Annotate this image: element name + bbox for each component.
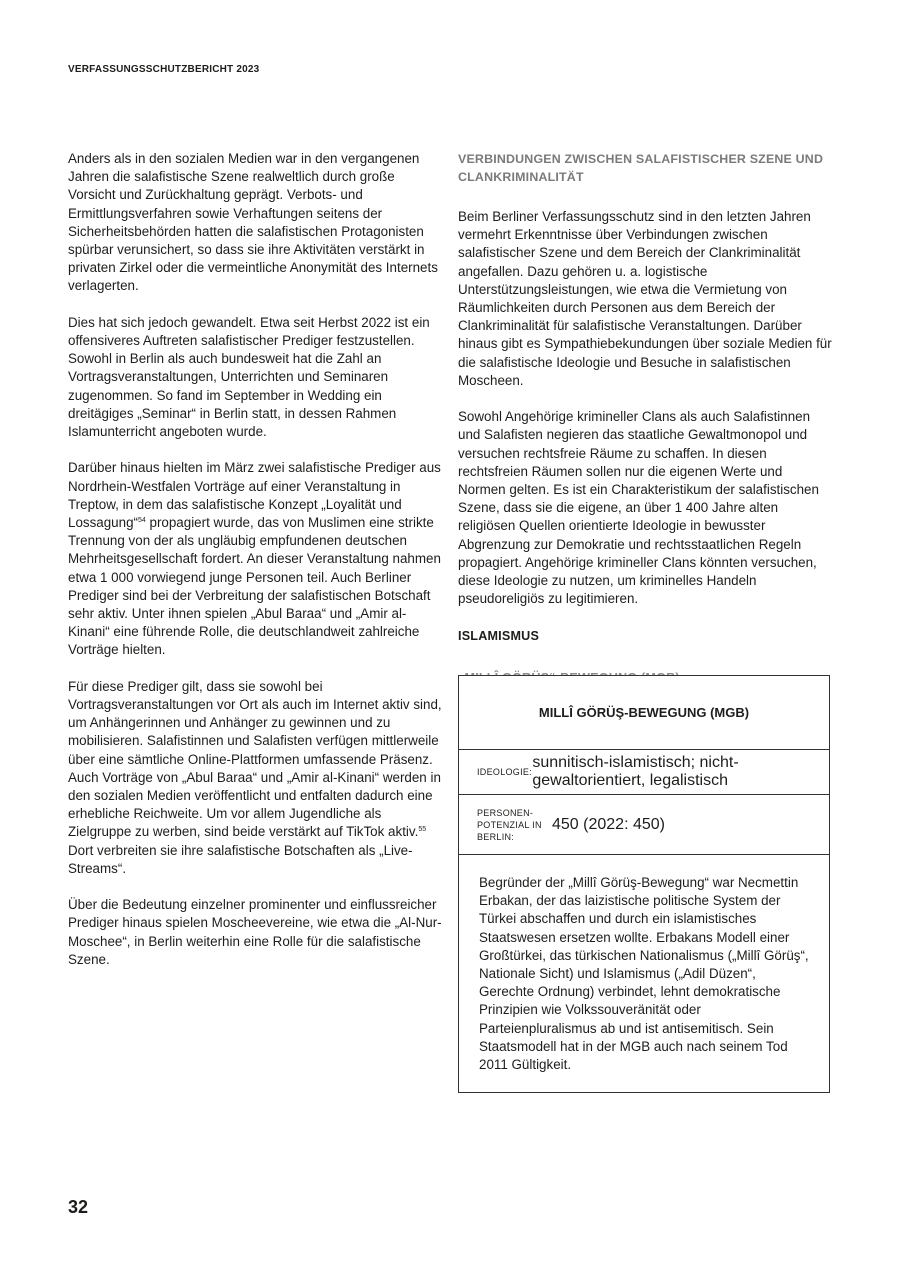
left-column <box>68 150 446 969</box>
chapter-heading: ISLAMISMUS <box>458 628 540 643</box>
ideology-row <box>459 750 829 795</box>
info-box <box>458 675 830 1093</box>
ideology-value: sunnitisch-islamistisch; nicht-gewaltorientiert, legalistisch <box>532 754 739 789</box>
paragraph: Sowohl Angehörige krimineller Clans als auch Salafistinnen und Salafisten negieren das staatliche Gewaltmonopol und versuchen rechtsfreie Räume zu schaffen. In diesen rechtsfreien Räumen sollen nur die eigenen Werte und Normen gelten. Es ist ein Charakteristikum der salafistischen Szene, dass sie die eigene, an über 1 400 Jahre alten religiösen Quellen orientierte Ideologie in bewusster Abgrenzung zur Demokratie und rechtsstaatlichen Regeln propagiert. Angehörige krimineller Clans könnten versuchen, diese Ideologie zu nutzen, um kriminelles Handeln pseudoreligiös zu legitimieren. <box>458 409 819 607</box>
paragraph-text: Für diese Prediger gilt, dass sie sowohl bei Vortragsveranstaltungen vor Ort als auch im Internet aktiv sind, um Anhängerinnen und Anhänger zu gewinnen und zu mobilisieren. Salafistinnen und Salafisten verfügen mittlerweile über eine sämtliche Online-Plattformen umfassende Präsenz. Auch Vorträge von „Abul Baraa“ und „Amir al-Kinani“ werden in den sozialen Medien veröffentlicht und entfalten dadurch eine erhebliche Reichweite. Um vor allem Jugendliche als Zielgruppe zu werben, sind beide verstärkt auf TikTok aktiv. <box>68 678 442 840</box>
running-head: VERFASSUNGSSCHUTZBERICHT 2023 <box>68 64 260 75</box>
info-box-title: MILLÎ GÖRÜŞ-BEWEGUNG (MGB) <box>459 676 829 750</box>
ideology-label: IDEOLOGIE: <box>477 767 533 777</box>
paragraph: Über die Bedeutung einzelner prominenter und einflussreicher Prediger hinaus spielen Moscheevereine, wie etwa die „Al-Nur-Moschee“, in Berlin weiterhin eine Rolle für die salafistische Szene. <box>68 897 442 967</box>
potential-label: PERSONEN-POTENZIAL IN BERLIN: <box>477 807 542 842</box>
potential-row <box>459 795 829 855</box>
paragraph <box>68 459 446 659</box>
paragraph-text: propagiert wurde, das von Muslimen eine strikte Trennung von der als ungläubig empfundenen deutschen Mehrheitsgesellschaft fordert. An dieser Veranstaltung nahmen etwa 1 000 vorwiegend junge Personen teil. Auch Berliner Prediger sind bei der Verbreitung der salafistischen Botschaft sehr aktiv. Unter ihnen spielen „Abul Baraa“ und „Amir al-Kinani“ eine führende Rolle, die deutschlandweit zahlreiche Vorträge hielten. <box>68 515 441 658</box>
right-column <box>458 150 832 687</box>
paragraph-text: Dort verbreiten sie ihre salafistische Botschaften als „Live-Streams“. <box>68 842 413 876</box>
potential-value: 450 (2022: 450) <box>552 815 665 833</box>
footnote-marker[interactable]: 55 <box>418 826 427 834</box>
paragraph <box>68 678 446 878</box>
page-number: 32 <box>68 1197 89 1217</box>
paragraph-text: Darüber hinaus hielten im März zwei salafistische Prediger aus Nordrhein-Westfalen Vorträge auf einer Veranstaltung in Treptow, in dem das salafistische Konzept „Loyalität und Lossagung“ <box>68 460 441 531</box>
section-heading: VERBINDUNGEN ZWISCHEN SALAFISTISCHER SZENE UND CLANKRIMINALITÄT <box>458 152 824 184</box>
footnote-marker[interactable]: 54 <box>137 517 146 525</box>
paragraph: Beim Berliner Verfassungsschutz sind in den letzten Jahren vermehrt Erkenntnisse über Verbindungen zwischen salafistischer Szene und dem Bereich der Clankriminalität angefallen. Dazu gehören u. a. logistische Unterstützungsleistungen, wie etwa die Vermietung von Räumlichkeiten durch Personen aus dem Bereich der Clankriminalität für salafistische Veranstaltungen. Darüber hinaus gibt es Sympathiebekundungen über soziale Medien für die salafistische Ideologie und Besuche in salafistischen Moscheen. <box>458 209 832 388</box>
info-box-description: Begründer der „Millî Görüş-Bewegung“ war Necmettin Erbakan, der das laizistische politische System der Türkei abschaffen und durch ein islamistisches Staatswesen ersetzen wollte. Erbakans Modell einer Großtürkei, das türkischen Nationalismus („Millî Görüş“, Nationale Sicht) und Islamismus („Adil Düzen“, Gerechte Ordnung) verbindet, lehnt demokratische Prinzipien wie Volkssouveränität oder Parteienpluralismus ab und ist antisemitisch. Sein Staatsmodell hat in der MGB auch nach seinem Tod 2011 Gültigkeit. <box>479 875 809 1073</box>
paragraph: Dies hat sich jedoch gewandelt. Etwa seit Herbst 2022 ist ein offensiveres Auftreten salafistischer Prediger festzustellen. Sowohl in Berlin als auch bundesweit hat die Zahl an Vortragsveranstaltungen, Unterrichten und Seminaren zugenommen. So fand im September in Wedding ein dreitägiges „Seminar“ in Berlin statt, in dessen Rahmen Islamunterricht angeboten wurde. <box>68 314 430 440</box>
paragraph: Anders als in den sozialen Medien war in den vergangenen Jahren die salafistische Szene realweltlich durch große Vorsicht und Zurückhaltung geprägt. Verbots- und Ermittlungsverfahren sowie Verhaftungen seitens der Sicherheitsbehörden hatten die salafistischen Protagonisten spürbar verunsichert, so dass sie ihre Aktivitäten verstärkt in privaten Zirkel oder die vermeintliche Anonymität des Internets verlagerten. <box>68 151 438 294</box>
